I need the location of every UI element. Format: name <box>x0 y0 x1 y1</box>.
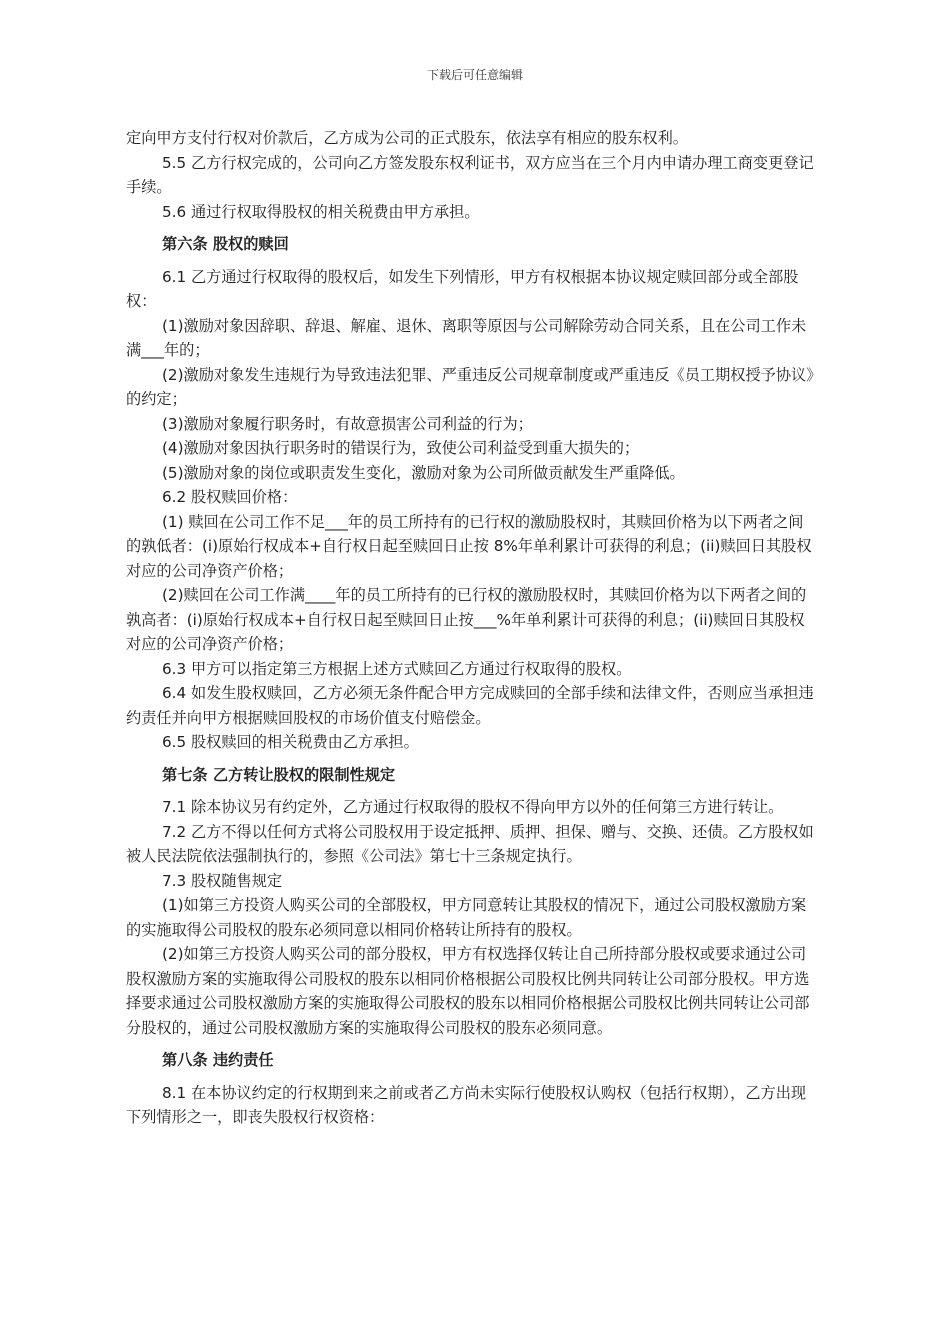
clause-6-4: 6.4 如发生股权赎回，乙方必须无条件配合甲方完成赎回的全部手续和法律文件，否则应当承担违约责任并向甲方根据赎回股权的市场价值支付赔偿金。 <box>126 684 814 727</box>
list-item-7-3-2: (2)如第三方投资人购买公司的部分股权，甲方有权选择仅转让自己所持部分股权或要求通过公司股权激励方案的实施取得公司股权的股东以相同价格根据公司股权比例共同转让公司部分股权。甲方选择要求通过公司股权激励方案的实施取得公司股权的股东以相同价格根据公司股权比例共同转让公司部分股权的，通过公司股权激励方案的实施取得公司股权的股东必须同意。 <box>126 945 810 1037</box>
document-body <box>126 126 816 1130</box>
list-item-7-3-1: (1)如第三方投资人购买公司的全部股权，甲方同意转让其股权的情况下，通过公司股权激励方案的实施取得公司股权的股东必须同意以相同价格转让所持有的股权。 <box>126 896 807 939</box>
section-heading-8: 第八条 违约责任 <box>162 1051 274 1069</box>
list-item-6-1-2: (2)激励对象发生违规行为导致违法犯罪、严重违反公司规章制度或严重违反《员工期权授予协议》的约定； <box>126 365 814 408</box>
clause-5-6: 5.6 通过行权取得股权的相关税费由甲方承担。 <box>162 202 480 221</box>
clause-5-5: 5.5 乙方行权完成的，公司向乙方签发股东权利证书，双方应当在三个月内申请办理工商变更登记手续。 <box>126 153 814 196</box>
list-item-6-1-1: (1)激励对象因辞职、辞退、解雇、退休、离职等原因与公司解除劳动合同关系，且在公司工作未满___年的； <box>126 316 807 359</box>
clause-6-2: 6.2 股权赎回价格： <box>162 488 298 506</box>
clause-7-1: 7.1 除本协议另有约定外，乙方通过行权取得的股权不得向甲方以外的任何第三方进行转让。 <box>162 798 784 816</box>
list-item-6-1-5: (5)激励对象的岗位或职责发生变化，激励对象为公司所做贡献发生严重降低。 <box>162 463 685 482</box>
page-header: 下载后可任意编辑 <box>426 68 523 82</box>
clause-7-2: 7.2 乙方不得以任何方式将公司股权用于设定抵押、质押、担保、赠与、交换、还债。乙方股权如被人民法院依法强制执行的，参照《公司法》第七十三条规定执行。 <box>126 822 814 865</box>
list-item-6-2-1: (1) 赎回在公司工作不足___年的员工所持有的已行权的激励股权时，其赎回价格为以下两者之间的孰低者：(i)原始行权成本+自行权日起至赎回日止按 8%年单利累计可获得的利息；(ii)赎回日其股权对应的公司净资产价格； <box>126 512 812 580</box>
section-heading-6: 第六条 股权的赎回 <box>162 235 289 253</box>
clause-6-1: 6.1 乙方通过行权取得的股权后，如发生下列情形，甲方有权根据本协议规定赎回部分或全部股权： <box>126 267 799 310</box>
clause-6-3: 6.3 甲方可以指定第三方根据上述方式赎回乙方通过行权取得的股权。 <box>162 659 632 678</box>
list-item-6-1-3: (3)激励对象履行职务时，有故意损害公司利益的行为； <box>162 414 533 433</box>
clause-7-3: 7.3 股权随售规定 <box>162 871 283 890</box>
clause-6-5: 6.5 股权赎回的相关税费由乙方承担。 <box>162 733 419 751</box>
list-item-6-2-2: (2)赎回在公司工作满____年的员工所持有的已行权的激励股权时，其赎回价格为以下两者之间的孰高者：(i)原始行权成本+自行权日起至赎回日止按___%年单利累计可获得的利息；(ii)赎回日其股权对应的公司净资产价格； <box>126 586 807 653</box>
section-heading-7: 第七条 乙方转让股权的限制性规定 <box>162 765 396 784</box>
list-item-6-1-4: (4)激励对象因执行职务时的错误行为，致使公司利益受到重大损失的； <box>162 439 640 457</box>
clause-8-1: 8.1 在本协议约定的行权期到来之前或者乙方尚未实际行使股权认购权（包括行权期），乙方出现下列情形之一，即丧失股权行权资格： <box>126 1083 807 1126</box>
paragraph: 定向甲方支付行权对价款后，乙方成为公司的正式股东，依法享有相应的股东权利。 <box>126 129 688 147</box>
